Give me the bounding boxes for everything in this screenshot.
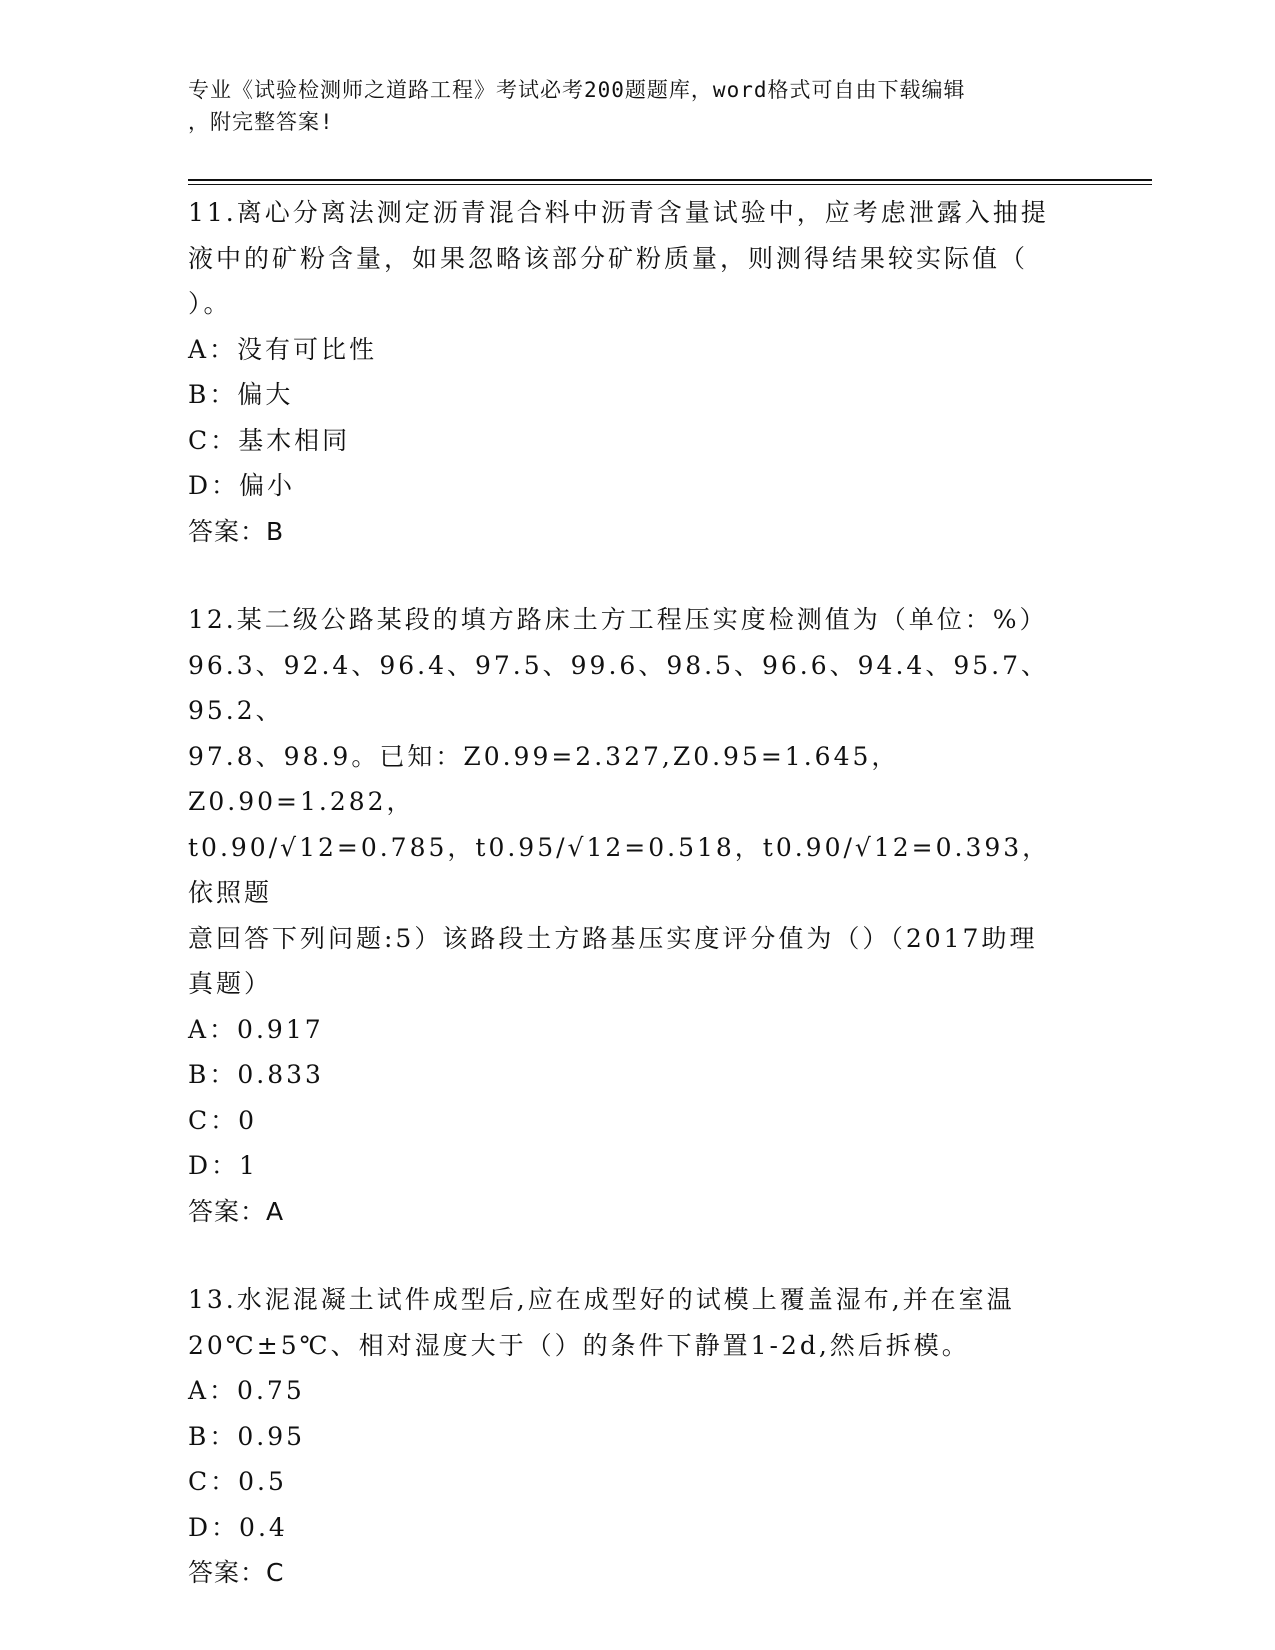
document-header	[188, 74, 1068, 138]
option-c: C：0	[188, 1105, 258, 1135]
answer-line: 答案：A	[188, 1196, 285, 1226]
question-stem: 11.离心分离法测定沥青混合料中沥青含量试验中，应考虑泄露入抽提 液中的矿粉含量，如果忽略该部分矿粉质量，则测得结果较实际值（ ）。	[188, 198, 1049, 318]
answer-line: 答案：C	[188, 1558, 285, 1587]
answer-line: 答案：B	[188, 516, 285, 546]
option-c: C：基木相同	[188, 425, 351, 455]
option-d: D：1	[188, 1151, 258, 1180]
option-b: B：偏大	[188, 380, 294, 409]
option-a: A：0.75	[188, 1376, 305, 1405]
question-list	[188, 190, 1078, 1639]
header-divider-thin	[188, 184, 1152, 185]
header-divider-thick	[188, 179, 1152, 181]
option-d: D：0.4	[188, 1512, 288, 1542]
question-11	[188, 190, 1078, 554]
header-line-2: ，附完整答案!	[188, 110, 334, 134]
option-c: C：0.5	[188, 1467, 287, 1496]
question-12	[188, 597, 1078, 1234]
header-line-1: 专业《试验检测师之道路工程》考试必考200题题库，word格式可自由下载编辑	[188, 78, 966, 102]
option-b: B：0.833	[188, 1060, 324, 1089]
question-stem: 12.某二级公路某段的填方路床土方工程压实度检测值为（单位：%） 96.3、92.4、96.4、97.5、99.6、98.5、96.6、94.4、95.7、95.2、 97.8、98.9。已知：Z0.99=2.327,Z0.95=1.645，Z0.90=1.282， t0.90/√12=0.785，t0.95/√12=0.518，t0.90/√12=0.393，依照题 意回答下列问题:5）该路段土方路基压实度评分值为（）（2017助理 真题）	[188, 605, 1051, 998]
question-13	[188, 1277, 1078, 1596]
option-d: D：偏小	[188, 471, 296, 500]
option-b: B：0.95	[188, 1421, 306, 1451]
option-a: A：0.917	[188, 1014, 324, 1044]
option-a: A：没有可比性	[188, 334, 378, 364]
question-stem: 13.水泥混凝土试件成型后,应在成型好的试模上覆盖湿布,并在室温 20℃±5℃、相对湿度大于（）的条件下静置1-2d,然后拆模。	[188, 1285, 1015, 1360]
